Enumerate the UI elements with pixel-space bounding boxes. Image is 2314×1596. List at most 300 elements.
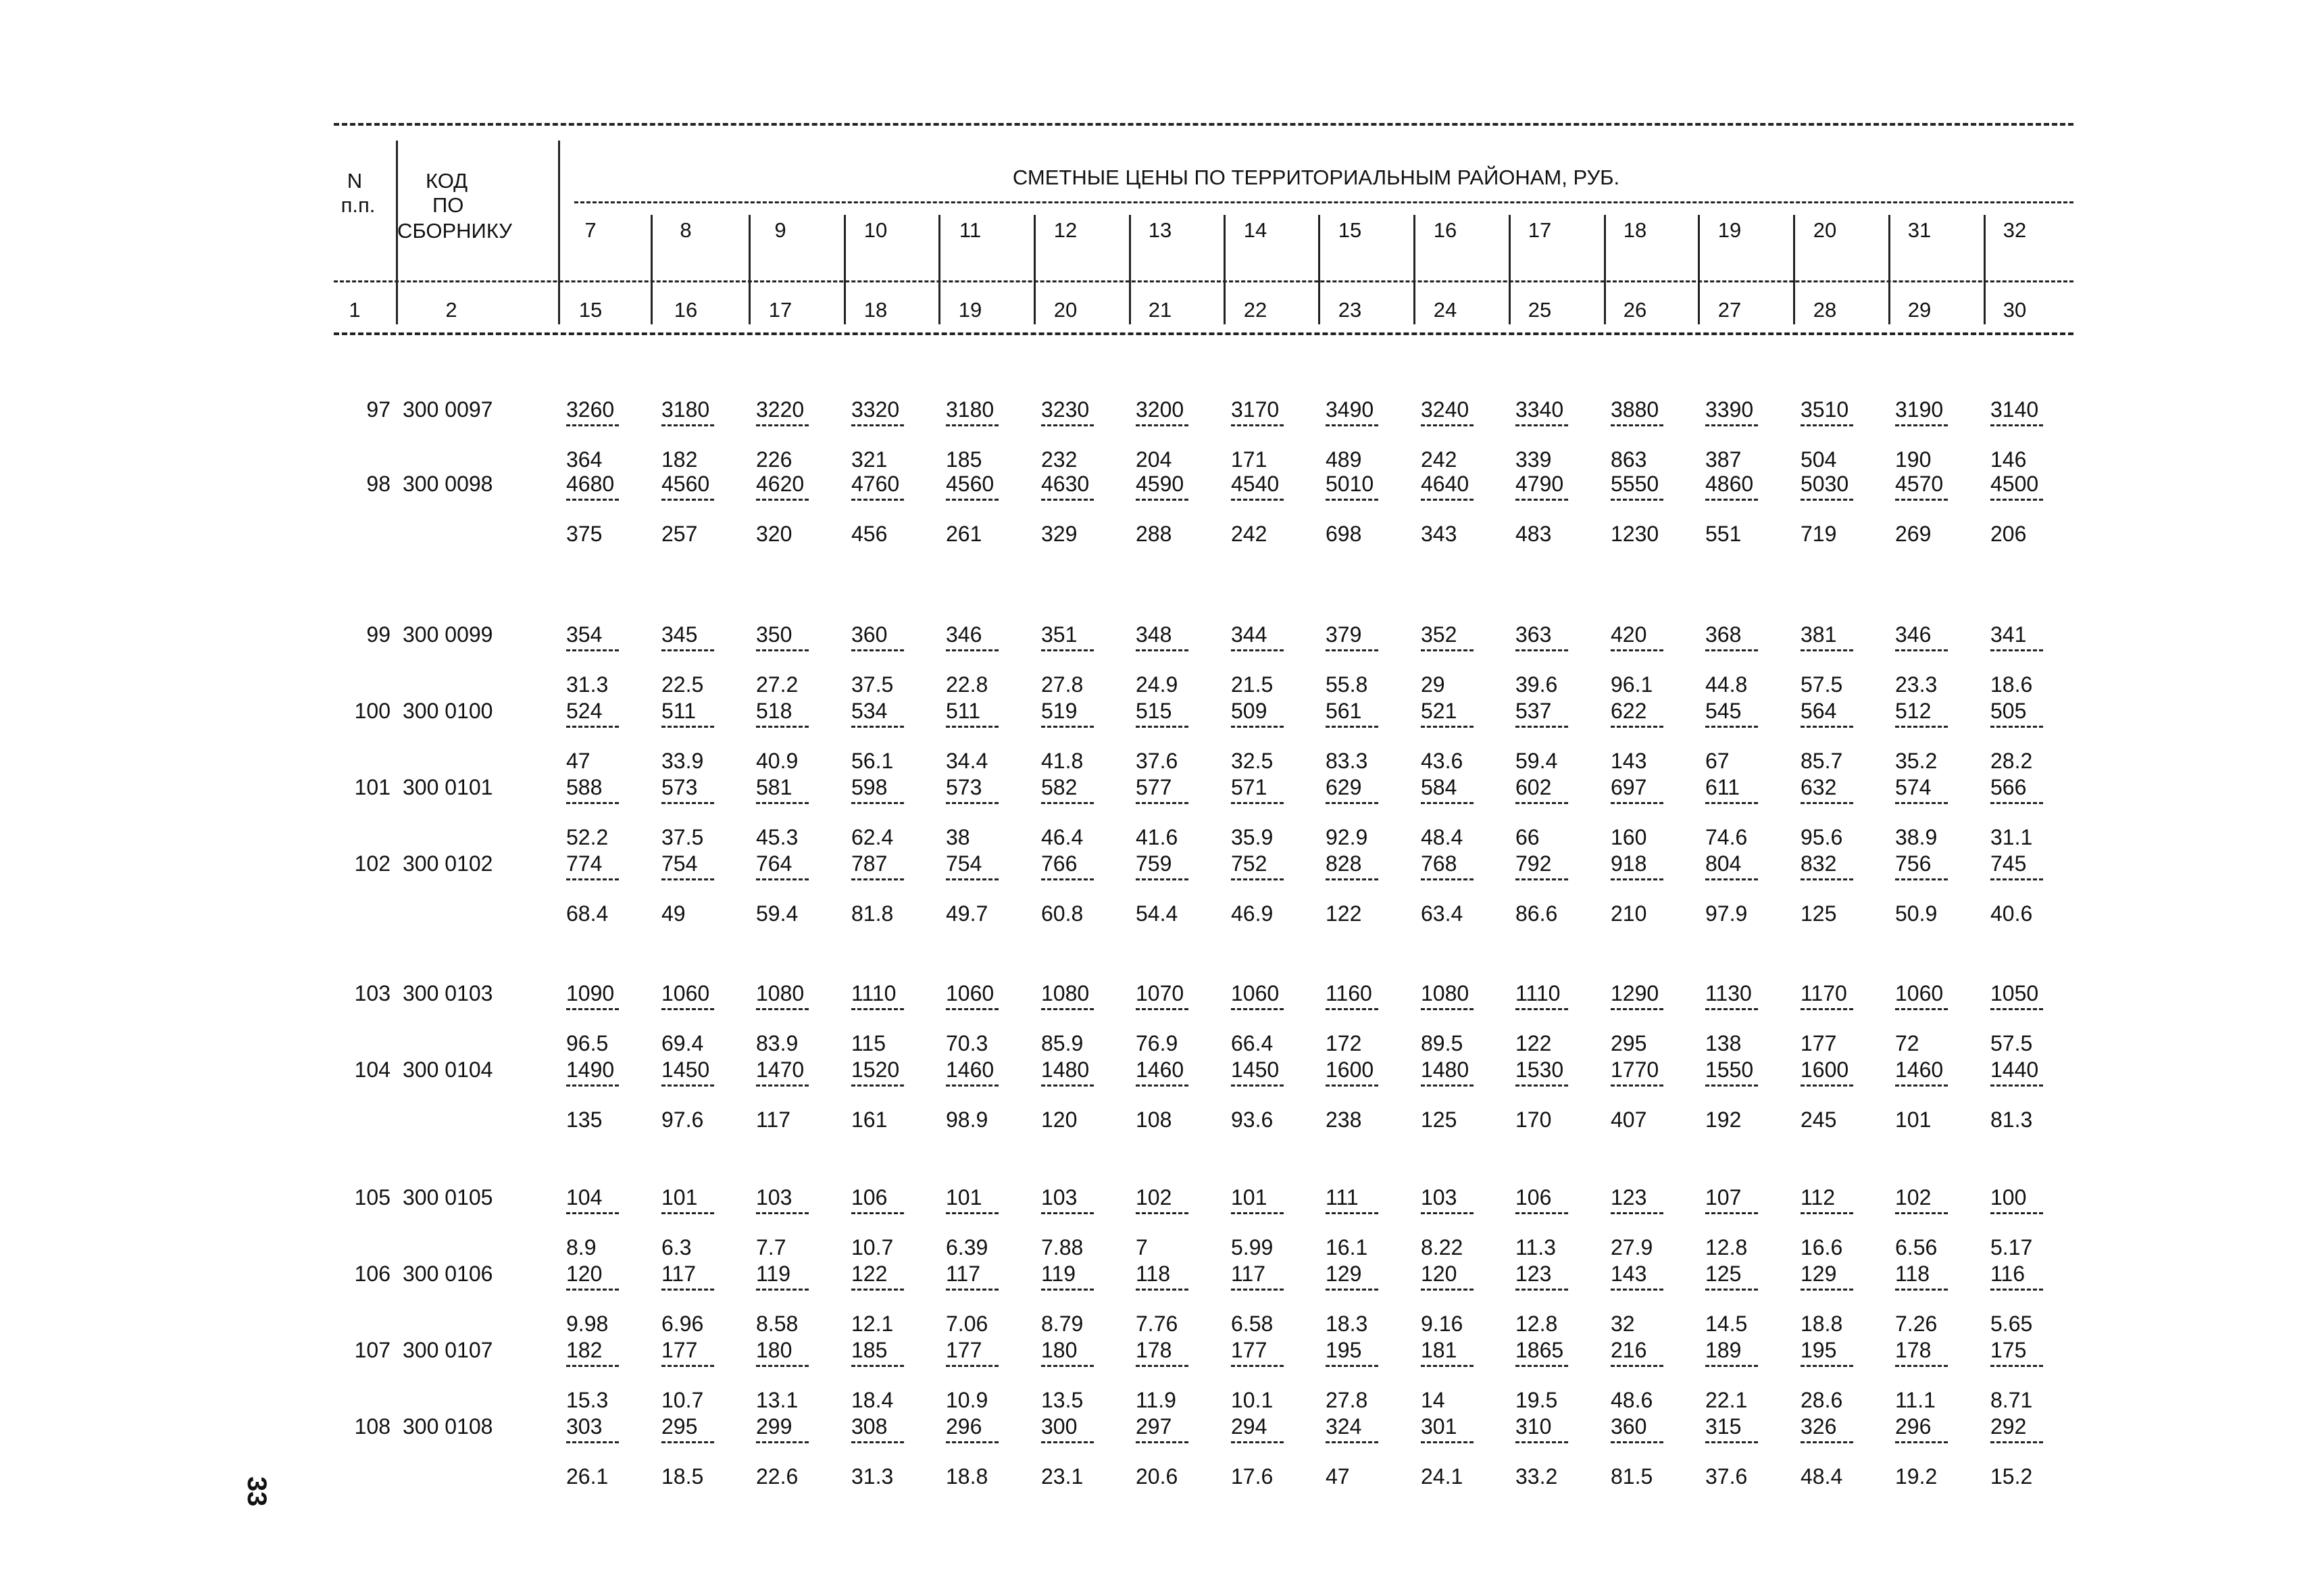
price-value: 3320 bbox=[851, 397, 900, 422]
fraction-line bbox=[756, 649, 809, 651]
fraction-line bbox=[1421, 424, 1474, 426]
fraction-line bbox=[1990, 1212, 2043, 1214]
fraction-line bbox=[1231, 1008, 1284, 1010]
price-value: 4590 bbox=[1136, 472, 1184, 496]
price-denominator: 204 bbox=[1136, 447, 1172, 472]
price-denominator: 66.4 bbox=[1231, 1031, 1274, 1055]
fraction-line bbox=[1136, 1008, 1188, 1010]
fraction-line bbox=[1895, 802, 1948, 804]
fraction-line bbox=[851, 802, 904, 804]
fraction-line bbox=[1801, 649, 1853, 651]
fraction-line bbox=[1136, 726, 1188, 728]
price-value: 4640 bbox=[1421, 472, 1469, 496]
price-value: 1530 bbox=[1515, 1057, 1564, 1082]
fraction-line bbox=[851, 1365, 904, 1367]
fraction-line bbox=[1136, 1441, 1188, 1443]
price-value: 564 bbox=[1801, 699, 1837, 723]
price-denominator: 339 bbox=[1515, 447, 1552, 472]
price-denominator: 242 bbox=[1231, 522, 1267, 546]
header-code-label: КОД bbox=[426, 169, 468, 193]
fraction-line bbox=[1611, 424, 1663, 426]
price-value: 107 bbox=[1705, 1185, 1742, 1210]
price-denominator: 44.8 bbox=[1705, 672, 1748, 697]
price-value: 3230 bbox=[1041, 397, 1090, 422]
district-label: 8 bbox=[680, 218, 692, 242]
price-value: 345 bbox=[661, 622, 698, 647]
price-denominator: 190 bbox=[1895, 447, 1932, 472]
fraction-line bbox=[1990, 649, 2043, 651]
price-value: 3170 bbox=[1231, 397, 1280, 422]
district-label: 31 bbox=[1907, 218, 1932, 242]
price-denominator: 22.5 bbox=[661, 672, 704, 697]
fraction-line bbox=[566, 424, 619, 426]
fraction-line bbox=[1231, 1212, 1284, 1214]
price-value: 420 bbox=[1611, 622, 1647, 647]
header-n-sub-label: п.п. bbox=[341, 193, 376, 217]
header-bottom-rule bbox=[334, 332, 2073, 335]
fraction-line bbox=[566, 878, 619, 880]
price-value: 292 bbox=[1990, 1414, 2027, 1439]
price-denominator: 22.6 bbox=[756, 1464, 799, 1489]
price-denominator: 8.58 bbox=[756, 1312, 799, 1336]
price-denominator: 35.2 bbox=[1895, 749, 1938, 773]
price-denominator: 8.79 bbox=[1041, 1312, 1084, 1336]
price-denominator: 29 bbox=[1421, 672, 1445, 697]
fraction-line bbox=[1801, 878, 1853, 880]
separator-column-3 bbox=[749, 215, 751, 324]
row-code: 300 0103 bbox=[403, 981, 493, 1005]
price-denominator: 232 bbox=[1041, 447, 1078, 472]
price-denominator: 12.8 bbox=[1515, 1312, 1558, 1336]
district-label: 15 bbox=[1338, 218, 1362, 242]
price-denominator: 18.3 bbox=[1326, 1312, 1368, 1336]
price-denominator: 15.2 bbox=[1990, 1464, 2033, 1489]
price-denominator: 46.9 bbox=[1231, 901, 1274, 926]
row-code: 300 0106 bbox=[403, 1262, 493, 1286]
price-denominator: 41.6 bbox=[1136, 825, 1178, 849]
fraction-line bbox=[1231, 726, 1284, 728]
fraction-line bbox=[1611, 649, 1663, 651]
price-value: 632 bbox=[1801, 775, 1837, 799]
price-denominator: 7.76 bbox=[1136, 1312, 1178, 1336]
separator-column-12 bbox=[1604, 215, 1606, 324]
price-value: 611 bbox=[1705, 775, 1740, 799]
price-value: 521 bbox=[1421, 699, 1457, 723]
price-value: 303 bbox=[566, 1414, 603, 1439]
price-denominator: 93.6 bbox=[1231, 1107, 1274, 1132]
fraction-line bbox=[1515, 1365, 1568, 1367]
price-value: 1060 bbox=[1895, 981, 1944, 1005]
price-denominator: 125 bbox=[1421, 1107, 1457, 1132]
fraction-line bbox=[1515, 878, 1568, 880]
price-denominator: 35.9 bbox=[1231, 825, 1274, 849]
price-denominator: 81.5 bbox=[1611, 1464, 1653, 1489]
price-denominator: 375 bbox=[566, 522, 603, 546]
separator-column-4 bbox=[844, 215, 846, 324]
fraction-line bbox=[1421, 878, 1474, 880]
price-value: 4860 bbox=[1705, 472, 1754, 496]
price-value: 310 bbox=[1515, 1414, 1552, 1439]
fraction-line bbox=[1801, 1008, 1853, 1010]
price-value: 828 bbox=[1326, 851, 1362, 876]
fraction-line bbox=[1515, 1212, 1568, 1214]
fraction-line bbox=[756, 1289, 809, 1291]
price-value: 123 bbox=[1515, 1262, 1552, 1286]
price-value: 117 bbox=[946, 1262, 981, 1286]
price-value: 363 bbox=[1515, 622, 1552, 647]
fraction-line bbox=[1705, 878, 1758, 880]
fraction-line bbox=[1611, 1441, 1663, 1443]
price-denominator: 16.6 bbox=[1801, 1235, 1843, 1260]
price-value: 120 bbox=[566, 1262, 603, 1286]
fraction-line bbox=[1515, 1008, 1568, 1010]
price-denominator: 1230 bbox=[1611, 522, 1659, 546]
price-value: 185 bbox=[851, 1338, 888, 1362]
row-number: 101 bbox=[354, 775, 391, 799]
fraction-line bbox=[1515, 499, 1568, 501]
fraction-line bbox=[1895, 1212, 1948, 1214]
price-denominator: 67 bbox=[1705, 749, 1730, 773]
price-value: 101 bbox=[1231, 1185, 1267, 1210]
price-denominator: 97.9 bbox=[1705, 901, 1748, 926]
price-value: 1080 bbox=[1041, 981, 1090, 1005]
fraction-line bbox=[1705, 649, 1758, 651]
price-value: 360 bbox=[851, 622, 888, 647]
price-denominator: 120 bbox=[1041, 1107, 1078, 1132]
price-value: 1865 bbox=[1515, 1338, 1564, 1362]
fraction-line bbox=[1801, 726, 1853, 728]
price-value: 515 bbox=[1136, 699, 1172, 723]
fraction-line bbox=[1326, 424, 1378, 426]
price-value: 351 bbox=[1041, 622, 1078, 647]
price-denominator: 81.3 bbox=[1990, 1107, 2033, 1132]
price-value: 577 bbox=[1136, 775, 1172, 799]
price-denominator: 210 bbox=[1611, 901, 1647, 926]
price-denominator: 242 bbox=[1421, 447, 1457, 472]
column-number: 20 bbox=[1053, 298, 1078, 322]
price-value: 1110 bbox=[851, 981, 897, 1005]
price-denominator: 10.7 bbox=[661, 1388, 704, 1412]
fraction-line bbox=[756, 1365, 809, 1367]
price-value: 123 bbox=[1611, 1185, 1647, 1210]
price-denominator: 329 bbox=[1041, 522, 1078, 546]
fraction-line bbox=[1231, 1084, 1284, 1087]
price-value: 804 bbox=[1705, 851, 1742, 876]
fraction-line bbox=[566, 1365, 619, 1367]
price-value: 324 bbox=[1326, 1414, 1362, 1439]
separator-column-11 bbox=[1509, 215, 1511, 324]
fraction-line bbox=[1231, 1365, 1284, 1367]
price-value: 598 bbox=[851, 775, 888, 799]
price-denominator: 5.99 bbox=[1231, 1235, 1274, 1260]
fraction-line bbox=[1421, 726, 1474, 728]
price-value: 181 bbox=[1421, 1338, 1457, 1362]
fraction-line bbox=[1990, 499, 2043, 501]
price-denominator: 20.6 bbox=[1136, 1464, 1178, 1489]
district-label: 10 bbox=[863, 218, 888, 242]
fraction-line bbox=[1041, 802, 1094, 804]
price-value: 177 bbox=[661, 1338, 698, 1362]
fraction-line bbox=[1136, 1212, 1188, 1214]
price-denominator: 37.5 bbox=[851, 672, 894, 697]
price-value: 584 bbox=[1421, 775, 1457, 799]
price-denominator: 320 bbox=[756, 522, 793, 546]
fraction-line bbox=[946, 878, 999, 880]
column-number: 22 bbox=[1243, 298, 1267, 322]
fraction-line bbox=[566, 802, 619, 804]
fraction-line bbox=[851, 649, 904, 651]
price-value: 1460 bbox=[1136, 1057, 1184, 1082]
price-denominator: 37.5 bbox=[661, 825, 704, 849]
price-denominator: 48.4 bbox=[1421, 825, 1463, 849]
fraction-line bbox=[1231, 1289, 1284, 1291]
price-denominator: 15.3 bbox=[566, 1388, 609, 1412]
price-denominator: 26.1 bbox=[566, 1464, 609, 1489]
fraction-line bbox=[1515, 649, 1568, 651]
district-label: 32 bbox=[2003, 218, 2027, 242]
price-value: 1060 bbox=[1231, 981, 1280, 1005]
fraction-line bbox=[661, 1365, 714, 1367]
price-denominator: 135 bbox=[566, 1107, 603, 1132]
price-denominator: 321 bbox=[851, 447, 888, 472]
district-label: 19 bbox=[1717, 218, 1742, 242]
fraction-line bbox=[1231, 649, 1284, 651]
price-denominator: 31.3 bbox=[566, 672, 609, 697]
price-value: 1480 bbox=[1421, 1057, 1469, 1082]
price-denominator: 8.22 bbox=[1421, 1235, 1463, 1260]
price-value: 381 bbox=[1801, 622, 1837, 647]
fraction-line bbox=[1326, 1441, 1378, 1443]
price-value: 1770 bbox=[1611, 1057, 1659, 1082]
price-denominator: 83.3 bbox=[1326, 749, 1368, 773]
price-value: 4790 bbox=[1515, 472, 1564, 496]
separator-column-14 bbox=[1793, 215, 1795, 324]
price-value: 348 bbox=[1136, 622, 1172, 647]
fraction-line bbox=[1895, 1008, 1948, 1010]
fraction-line bbox=[661, 1289, 714, 1291]
fraction-line bbox=[851, 726, 904, 728]
price-denominator: 32 bbox=[1611, 1312, 1635, 1336]
price-denominator: 182 bbox=[661, 447, 698, 472]
fraction-line bbox=[851, 499, 904, 501]
fraction-line bbox=[1611, 1084, 1663, 1087]
row-number: 104 bbox=[354, 1057, 391, 1082]
price-denominator: 97.6 bbox=[661, 1107, 704, 1132]
price-value: 3880 bbox=[1611, 397, 1659, 422]
fraction-line bbox=[1705, 1289, 1758, 1291]
separator-column-13 bbox=[1698, 215, 1700, 324]
fraction-line bbox=[851, 878, 904, 880]
fraction-line bbox=[1326, 1289, 1378, 1291]
fraction-line bbox=[1136, 802, 1188, 804]
fraction-line bbox=[946, 649, 999, 651]
fraction-line bbox=[1895, 499, 1948, 501]
fraction-line bbox=[946, 1441, 999, 1443]
column-number: 18 bbox=[863, 298, 888, 322]
price-denominator: 40.9 bbox=[756, 749, 799, 773]
price-denominator: 6.96 bbox=[661, 1312, 704, 1336]
price-denominator: 138 bbox=[1705, 1031, 1742, 1055]
fraction-line bbox=[1801, 1289, 1853, 1291]
fraction-line bbox=[1041, 424, 1094, 426]
price-denominator: 6.58 bbox=[1231, 1312, 1274, 1336]
separator-column-1 bbox=[558, 141, 560, 324]
fraction-line bbox=[1041, 499, 1094, 501]
price-value: 4560 bbox=[946, 472, 995, 496]
price-denominator: 719 bbox=[1801, 522, 1837, 546]
fraction-line bbox=[756, 1008, 809, 1010]
header-code-number: 2 bbox=[445, 298, 457, 322]
price-value: 754 bbox=[946, 851, 982, 876]
price-value: 354 bbox=[566, 622, 603, 647]
price-denominator: 83.9 bbox=[756, 1031, 799, 1055]
fraction-line bbox=[1801, 1084, 1853, 1087]
fraction-line bbox=[566, 726, 619, 728]
price-value: 518 bbox=[756, 699, 793, 723]
fraction-line bbox=[1326, 1365, 1378, 1367]
fraction-line bbox=[946, 424, 999, 426]
price-value: 697 bbox=[1611, 775, 1647, 799]
separator-column-10 bbox=[1413, 215, 1415, 324]
price-value: 3340 bbox=[1515, 397, 1564, 422]
price-denominator: 101 bbox=[1895, 1107, 1932, 1132]
price-value: 832 bbox=[1801, 851, 1837, 876]
price-value: 3390 bbox=[1705, 397, 1754, 422]
column-number: 19 bbox=[958, 298, 982, 322]
row-number: 100 bbox=[354, 699, 391, 723]
price-denominator: 13.1 bbox=[756, 1388, 799, 1412]
price-value: 294 bbox=[1231, 1414, 1267, 1439]
price-value: 4560 bbox=[661, 472, 710, 496]
price-value: 195 bbox=[1801, 1338, 1837, 1362]
row-code: 300 0097 bbox=[403, 397, 493, 422]
price-denominator: 257 bbox=[661, 522, 698, 546]
price-value: 792 bbox=[1515, 851, 1552, 876]
price-denominator: 295 bbox=[1611, 1031, 1647, 1055]
fraction-line bbox=[946, 1008, 999, 1010]
price-denominator: 89.5 bbox=[1421, 1031, 1463, 1055]
price-denominator: 27.8 bbox=[1041, 672, 1084, 697]
fraction-line bbox=[756, 1212, 809, 1214]
price-value: 103 bbox=[1041, 1185, 1078, 1210]
price-value: 561 bbox=[1326, 699, 1362, 723]
price-denominator: 12.8 bbox=[1705, 1235, 1748, 1260]
fraction-line bbox=[756, 499, 809, 501]
price-denominator: 13.5 bbox=[1041, 1388, 1084, 1412]
fraction-line bbox=[1041, 726, 1094, 728]
price-denominator: 45.3 bbox=[756, 825, 799, 849]
price-denominator: 288 bbox=[1136, 522, 1172, 546]
fraction-line bbox=[1990, 424, 2043, 426]
price-value: 117 bbox=[1231, 1262, 1266, 1286]
price-denominator: 238 bbox=[1326, 1107, 1362, 1132]
price-value: 571 bbox=[1231, 775, 1267, 799]
price-denominator: 12.1 bbox=[851, 1312, 894, 1336]
price-denominator: 57.5 bbox=[1801, 672, 1843, 697]
price-denominator: 81.8 bbox=[851, 901, 894, 926]
price-denominator: 59.4 bbox=[1515, 749, 1558, 773]
fraction-line bbox=[1231, 878, 1284, 880]
column-number: 16 bbox=[674, 298, 698, 322]
price-denominator: 19.5 bbox=[1515, 1388, 1558, 1412]
price-denominator: 7.7 bbox=[756, 1235, 786, 1260]
fraction-line bbox=[1705, 1441, 1758, 1443]
price-denominator: 37.6 bbox=[1136, 749, 1178, 773]
separator-column-15 bbox=[1888, 215, 1890, 324]
price-value: 360 bbox=[1611, 1414, 1647, 1439]
price-denominator: 22.8 bbox=[946, 672, 988, 697]
price-denominator: 177 bbox=[1801, 1031, 1837, 1055]
price-value: 1450 bbox=[661, 1057, 710, 1082]
price-value: 350 bbox=[756, 622, 793, 647]
column-number: 30 bbox=[2003, 298, 2027, 322]
fraction-line bbox=[1421, 1084, 1474, 1087]
price-denominator: 206 bbox=[1990, 522, 2027, 546]
price-value: 120 bbox=[1421, 1262, 1457, 1286]
fraction-line bbox=[1990, 1365, 2043, 1367]
price-value: 182 bbox=[566, 1338, 603, 1362]
fraction-line bbox=[1041, 1365, 1094, 1367]
row-code: 300 0105 bbox=[403, 1185, 493, 1210]
column-number: 27 bbox=[1717, 298, 1742, 322]
fraction-line bbox=[1611, 499, 1663, 501]
price-denominator: 489 bbox=[1326, 447, 1362, 472]
price-denominator: 17.6 bbox=[1231, 1464, 1274, 1489]
price-denominator: 49.7 bbox=[946, 901, 988, 926]
price-denominator: 54.4 bbox=[1136, 901, 1178, 926]
fraction-line bbox=[1705, 499, 1758, 501]
price-value: 111 bbox=[1326, 1185, 1359, 1210]
fraction-line bbox=[1801, 1365, 1853, 1367]
fraction-line bbox=[1136, 1084, 1188, 1087]
price-denominator: 146 bbox=[1990, 447, 2027, 472]
price-denominator: 261 bbox=[946, 522, 982, 546]
price-denominator: 48.4 bbox=[1801, 1464, 1843, 1489]
price-value: 5030 bbox=[1801, 472, 1849, 496]
price-value: 3200 bbox=[1136, 397, 1184, 422]
row-code: 300 0099 bbox=[403, 622, 493, 647]
header-mid-rule bbox=[334, 280, 2073, 282]
price-value: 315 bbox=[1705, 1414, 1742, 1439]
fraction-line bbox=[566, 649, 619, 651]
price-denominator: 456 bbox=[851, 522, 888, 546]
price-value: 3140 bbox=[1990, 397, 2039, 422]
price-denominator: 7.06 bbox=[946, 1312, 988, 1336]
price-value: 3220 bbox=[756, 397, 805, 422]
row-number: 106 bbox=[354, 1262, 391, 1286]
district-label: 16 bbox=[1433, 218, 1457, 242]
price-value: 1050 bbox=[1990, 981, 2039, 1005]
fraction-line bbox=[1895, 726, 1948, 728]
price-value: 1160 bbox=[1326, 981, 1372, 1005]
price-denominator: 11.1 bbox=[1895, 1388, 1936, 1412]
price-denominator: 192 bbox=[1705, 1107, 1742, 1132]
price-value: 573 bbox=[661, 775, 698, 799]
fraction-line bbox=[661, 499, 714, 501]
row-number: 98 bbox=[366, 472, 391, 496]
district-label: 14 bbox=[1243, 218, 1267, 242]
price-value: 754 bbox=[661, 851, 698, 876]
fraction-line bbox=[566, 1084, 619, 1087]
price-value: 122 bbox=[851, 1262, 888, 1286]
separator-column-6 bbox=[1034, 215, 1036, 324]
row-code: 300 0104 bbox=[403, 1057, 493, 1082]
price-denominator: 115 bbox=[851, 1031, 886, 1055]
fraction-line bbox=[946, 499, 999, 501]
price-value: 143 bbox=[1611, 1262, 1647, 1286]
price-value: 581 bbox=[756, 775, 793, 799]
price-denominator: 16.1 bbox=[1326, 1235, 1368, 1260]
